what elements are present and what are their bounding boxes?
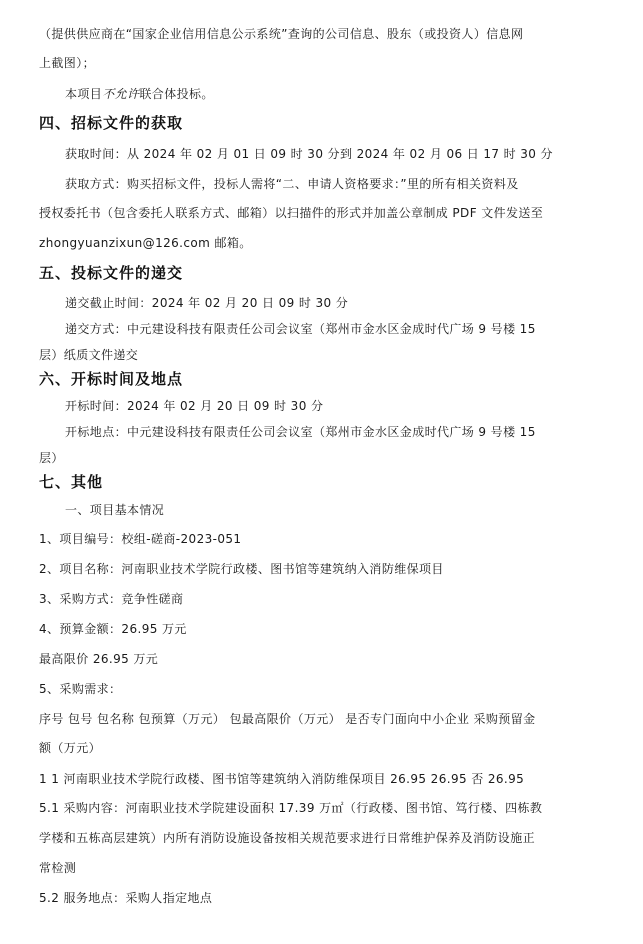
section-7-heading: 七、其他: [39, 473, 104, 491]
section-5-deadline: 递交截止时间：2024 年 02 月 20 日 09 时 30 分: [65, 296, 349, 310]
section-4-method-2: 授权委托书（包含委托人联系方式、邮箱）以扫描件的形式并加盖公章制成 PDF 文件发送至: [39, 206, 544, 220]
project-number: 1、项目编号：校组-磋商-2023-051: [39, 532, 242, 546]
table-row: 1 1 河南职业技术学院行政楼、图书馆等建筑纳入消防维保项目 26.95 26.95 否 26.95: [39, 772, 525, 786]
consortium-line: [65, 86, 214, 102]
content-line-3: 常检测: [39, 861, 77, 875]
section-4-time: 获取时间：从 2024 年 02 月 01 日 09 时 30 分到 2024 年 02 月 06 日 17 时 30 分: [65, 147, 553, 161]
table-header-line-2: 额（万元）: [39, 741, 102, 755]
section-6-place-2: 层）: [39, 451, 64, 465]
intro-line-2: 上截图）；: [39, 56, 96, 70]
content-line-2: 学楼和五栋高层建筑）内所有消防设施设备按相关规范要求进行日常维护保养及消防设施正: [39, 831, 536, 845]
max-price: 最高限价 26.95 万元: [39, 652, 159, 666]
procurement-method: 3、采购方式：竞争性磋商: [39, 592, 184, 606]
section-5-method-2: 层）纸质文件递交: [39, 348, 139, 362]
procurement-requirements: 5、采购需求：: [39, 682, 122, 696]
budget-amount: 4、预算金额：26.95 万元: [39, 622, 187, 636]
project-name: 2、项目名称：河南职业技术学院行政楼、图书馆等建筑纳入消防维保项目: [39, 562, 444, 576]
section-7-subheading: 一、项目基本情况: [65, 503, 165, 517]
section-5-heading: 五、投标文件的递交: [39, 264, 184, 282]
section-5-method-1: 递交方式：中元建设科技有限责任公司会议室（郑州市金水区金成时代广场 9 号楼 15: [65, 322, 536, 336]
service-location: 5.2 服务地点：采购人指定地点: [39, 891, 213, 905]
section-4-method-1: 获取方式：购买招标文件，投标人需将“二、申请人资格要求：”里的所有相关资料及: [65, 177, 519, 191]
section-4-method-3: zhongyuanzixun@126.com 邮箱。: [39, 236, 252, 250]
section-6-place-1: 开标地点：中元建设科技有限责任公司会议室（郑州市金水区金成时代广场 9 号楼 15: [65, 425, 536, 439]
table-header-line-1: 序号 包号 包名称 包预算（万元） 包最高限价（万元） 是否专门面向中小企业 采购预留金: [39, 712, 536, 726]
intro-line-1: （提供供应商在“国家企业信用信息公示系统”查询的公司信息、股东（或投资人）信息网: [39, 27, 524, 41]
consortium-post: 联合体投标。: [139, 87, 214, 101]
consortium-pre: 本项目: [65, 87, 103, 101]
content-line-1: 5.1 采购内容：河南职业技术学院建设面积 17.39 万㎡（行政楼、图书馆、笃行楼、四栋教: [39, 801, 543, 815]
section-6-heading: 六、开标时间及地点: [39, 370, 184, 388]
section-4-heading: 四、招标文件的获取: [39, 114, 184, 132]
section-6-time: 开标时间：2024 年 02 月 20 日 09 时 30 分: [65, 399, 324, 413]
consortium-emphasis: 不允许: [102, 87, 140, 101]
